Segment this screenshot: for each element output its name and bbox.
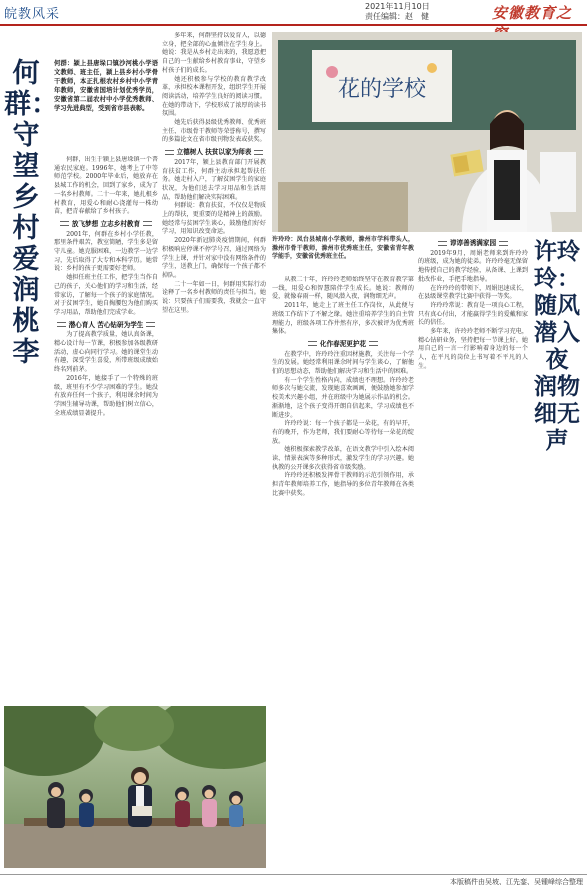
left-title-line-2: 守望乡村 <box>12 120 40 244</box>
page-header <box>0 0 587 26</box>
paragraph: 许玲玲还积极发挥骨干教师的示范引领作用，承担青年教师培养工作，她指导的多位青年教师在各类比赛中获奖。 <box>272 472 414 497</box>
paragraph: 2016年，她接手了一个特殊的班级，班里有不少学习困难的学生。她没有放弃任何一个孩子，利用课余时间为学困生辅导功课，帮助他们树立信心，全班成绩显著提升。 <box>54 374 158 417</box>
paragraph: 在教学中，许玲玲注重因材施教，关注每一个学生的发展。她经常利用课余时间与学生谈心，了解他们的思想动态，帮助他们解决学习和生活中的困难。 <box>272 350 414 376</box>
photo-teacher-with-students <box>4 706 266 868</box>
paragraph: 在许玲玲的带领下，周娟迅速成长，在县级课堂教学比赛中获得一等奖。 <box>418 284 528 301</box>
left-subhead-3: 立德树人 扶贫以家为师表 <box>162 148 266 157</box>
photo-teacher-in-classroom <box>272 32 582 232</box>
paragraph: 多年来，何群坚持以爱育人，以德立身，把全部的心血倾注在学生身上。她说：我是从乡村走出来的，我愿意把自己的一生献给乡村教育事业，守望乡村孩子们的成长。 <box>162 32 266 74</box>
paragraph: 2011年，她走上了班主任工作岗位，从此便与班级工作结下了不解之缘。她注重培养学生的自主管理能力，班级各项工作井然有序，多次被评为优秀班集体。 <box>272 302 414 336</box>
paragraph: 何群，出生于颍上县唐垛镇一个普通农民家庭。1996年，她考上了中等师范学校。2000年毕业后，她放弃在县城工作的机会，回到了家乡，成为了一名乡村教师。二十一年来，她扎根乡村教育，用爱心和耐心浇灌每一株幼苗，把青春献给了乡村孩子。 <box>54 156 158 216</box>
paragraph: 从教二十年，许玲玲老师始终坚守在教育教学第一线，用爱心和智慧陪伴学生成长。她说：教师的爱，就像春雨一样，随风潜入夜，润物细无声。 <box>272 276 414 301</box>
paragraph: 2017年，颍上县教育部门开展教育扶贫工作，何群主动承担起帮扶任务。她走村入户，了解贫困学生的家庭状况，为他们送去学习用品和生活用品，帮助他们解决实际困难。 <box>162 158 266 201</box>
right-article-column-1 <box>272 276 414 868</box>
right-article-title <box>532 238 582 608</box>
paragraph: 许玲玲常说：教育是一项良心工程，只有真心付出，才能赢得学生的爱戴和家长的信任。 <box>418 301 528 327</box>
left-article-intro: 何群：颍上县唐垛口镇沙河桃小学语文教师、班主任，颍上县乡村小学骨干教师，本正扎根农村乡村中小学青年教师，安徽省国培计划优秀学员，安徽省第二届农村中小学优秀教师、学习先进典型，受到省市县表彰。 <box>54 60 158 112</box>
paragraph: 她担任班主任工作，把学生当作自己的孩子，关心他们的学习和生活，经常家访，了解每一个孩子的家庭情况。对于贫困学生，她自掏腰包为他们购买学习用品，帮助他们完成学业。 <box>54 274 158 316</box>
right-subhead-1: 化作春泥更护花 <box>272 340 414 349</box>
left-article-title <box>4 58 58 368</box>
masthead-logo: 安徽教育之 <box>492 4 573 22</box>
left-subhead-1: 放飞梦想 立志乡村教育 <box>54 220 158 229</box>
paragraph: 有一个学生性格内向，成绩也不理想。许玲玲老师多次与她交流，发现她喜欢画画，便鼓励她参加学校美术兴趣小组，并在班级中为她展示作品的机会。渐渐地，这个孩子变得开朗自信起来，学习成绩也不断进步。 <box>272 376 414 419</box>
paragraph: 许玲玲说：每一个孩子都是一朵花，有的早开，有的晚开，作为老师，我们要耐心等待每一朵花的绽放。 <box>272 420 414 445</box>
page-footer <box>0 874 587 887</box>
right-article-photo <box>272 32 582 232</box>
paragraph: 她先后获得县级优秀教师、优秀班主任、市级骨干教师等荣誉称号，撰写的多篇论文在省市级刊物发表或获奖。 <box>162 119 266 144</box>
paragraph: 2019年9月，周娟老师来到许玲玲的班级，成为她的徒弟。许玲玲毫无保留地传授自己的教学经验，从备课、上课到批改作业，手把手地指导。 <box>418 249 528 283</box>
footer-credit: 本版稿件由吴坡、江先銮、吴锺峰综合整理 <box>450 878 583 886</box>
left-article-column-2 <box>162 32 266 722</box>
left-subhead-2: 潜心育人 苦心钻研为学生 <box>54 321 158 330</box>
right-article-column-2 <box>418 236 528 868</box>
right-title-line-2: 随风潜入夜 <box>534 292 580 373</box>
issue-date: 2021年11月10日 <box>365 2 430 11</box>
paragraph: 她积极探索教学改革，在语文教学中引入绘本阅读、情景表演等多种形式，激发学生的学习兴趣。她执教的公开课多次获得省市级奖励。 <box>272 446 414 471</box>
paragraph: 何群说：教育扶贫，不仅仅是物质上的帮扶，更重要的是精神上的鼓励。她经常与贫困学生谈心，鼓励他们好好学习，用知识改变命运。 <box>162 202 266 236</box>
left-article-photo <box>4 706 266 868</box>
right-article-column-3 <box>532 610 582 868</box>
left-title-line-1: 何群： <box>4 58 58 120</box>
screen-text: 花的学校 <box>337 77 427 102</box>
right-subhead-2: 谆谆善诱满家园 <box>418 239 528 248</box>
paragraph: 为了提高教学质量，她认真备课，精心设计每一节课，积极参加各级教研活动，虚心向同行学习。她的课堂生动有趣，深受学生喜爱，所带班级成绩始终名列前茅。 <box>54 331 158 374</box>
left-title-line-3: 爱润桃李 <box>12 244 40 368</box>
right-title-line-3: 润物细无声 <box>534 373 580 454</box>
right-article-intro: 许玲玲：凤台县城南小学教师，滁州市学科带头人，滁州市骨干教师，滁州市优秀班主任，安徽省青年教学能手，安徽省优秀班主任。 <box>272 236 414 261</box>
paragraph: 她还积极参与学校的教育教学改革，承担校本课程开发，组织学生开展阅读活动，培养学生良好的阅读习惯。在她的带动下，学校形成了浓厚的读书氛围。 <box>162 75 266 118</box>
right-title-line-1: 许玲玲： <box>534 238 580 292</box>
paragraph: 多年来，许玲玲老师不断学习充电，精心钻研业务，坚持把每一节课上好。她用自己的一言一行影响着身边的每一个人，在平凡的岗位上书写着不平凡的人生。 <box>418 328 528 370</box>
issue-editor: 责任编辑：赵 健 <box>365 12 429 21</box>
paragraph: 2001年，何群在乡村小学任教，那里条件艰苦，教室简陋，学生多是留守儿童。她克服困难，一边教学一边学习，先后取得了大专和本科学历。她常说：乡村的孩子更需要好老师。 <box>54 230 158 273</box>
left-article-column-1 <box>54 156 158 611</box>
paragraph: 二十一年如一日，何群用实际行动诠释了一名乡村教师的责任与担当。她说：只要孩子们需要我，我就会一直守望在这里。 <box>162 280 266 314</box>
section-title: 皖教风采 <box>4 7 61 22</box>
paragraph: 2020年新冠肺炎疫情期间，何群积极响应停课不停学号召，通过网络为学生上课，并针对家中没有网络条件的学生，送教上门，确保每一个孩子都不掉队。 <box>162 237 266 279</box>
